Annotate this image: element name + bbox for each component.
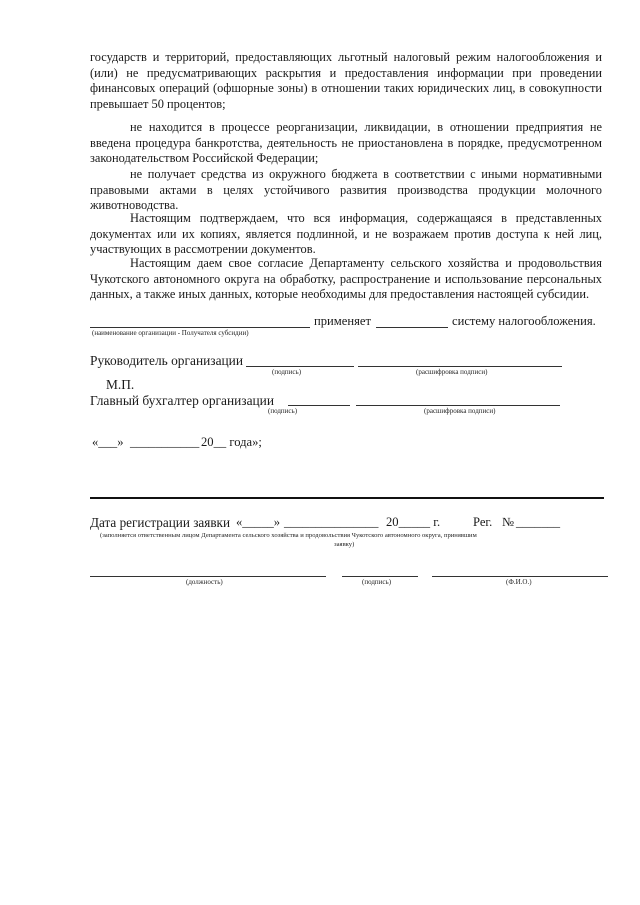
accountant-signature-caption: (подпись)	[268, 407, 298, 415]
officer-name-line[interactable]	[432, 576, 608, 577]
registration-label: Дата регистрации заявки	[90, 515, 231, 530]
head-signature-caption: (подпись)	[272, 368, 302, 376]
accountant-decode-line[interactable]	[356, 405, 560, 406]
head-label: Руководитель организации	[90, 353, 244, 368]
stamp-label: М.П.	[106, 377, 135, 392]
organization-name-caption: (наименование организации - Получателя субсидии)	[92, 329, 249, 337]
registration-reg-label: Рег.	[473, 515, 493, 529]
section-divider	[90, 497, 604, 499]
tax-system-line[interactable]	[376, 327, 448, 328]
date-month[interactable]: ___________	[130, 435, 200, 449]
head-signature-line[interactable]	[246, 366, 354, 367]
officer-position-caption: (должность)	[186, 578, 223, 586]
paragraph-consent: Настоящим даем свое согласие Департаменту сельского хозяйства и продовольствия Чукотского автономного округа на обработку, распространение и использование персональных данных, а также иных данных, которые необходимы для предоставления настоящей субсидии.	[90, 256, 602, 302]
registration-note-line1: (заполняется ответственным лицом Департамента сельского хозяйства и продовольствия Чукотского автономного округа, принявшим	[100, 532, 477, 539]
date-day[interactable]: «___»	[92, 435, 124, 449]
tax-system-label: систему налогообложения.	[452, 314, 596, 328]
officer-name-caption: (Ф.И.О.)	[506, 578, 532, 586]
registration-day[interactable]: «_____»	[236, 515, 281, 529]
registration-number-sign: №	[502, 515, 515, 529]
applies-label: применяет	[314, 314, 371, 328]
paragraph-confirmation: Настоящим подтверждаем, что вся информация, содержащаяся в представленных документах или их копиях, является подлинной, и не возражаем против доступа к ней лиц, участвующих в рассмотрении документов.	[90, 211, 602, 257]
accountant-signature-line[interactable]	[288, 405, 350, 406]
officer-signature-caption: (подпись)	[362, 578, 392, 586]
accountant-decode-caption: (расшифровка подписи)	[424, 407, 496, 415]
organization-name-line[interactable]	[90, 327, 310, 328]
paragraph-offshore: государств и территорий, предоставляющих льготный налоговый режим налогообложения и (или) не предусматривающих раскрытия и предоставления информации при проведении финансовых операций (офшорные зоны) в отношении таких юридических лиц, в совокупности превышает 50 процентов;	[90, 50, 602, 111]
registration-note-line2: заявку)	[334, 541, 355, 548]
head-decode-caption: (расшифровка подписи)	[416, 368, 488, 376]
date-year[interactable]: 20__ года»;	[201, 435, 262, 449]
officer-position-line[interactable]	[90, 576, 326, 577]
registration-month[interactable]: _______________	[284, 515, 379, 529]
paragraph-budget-funds: не получает средства из окружного бюджета в соответствии с иными нормативными правовыми актами в целях устойчивого развития производства продукции молочного животноводства.	[90, 167, 602, 213]
registration-number[interactable]: _______	[516, 515, 561, 529]
accountant-label: Главный бухгалтер организации	[90, 393, 275, 408]
head-decode-line[interactable]	[358, 366, 562, 367]
paragraph-reorganization: не находится в процессе реорганизации, ликвидации, в отношении предприятия не введена процедура банкротства, деятельность не приостановлена в порядке, предусмотренном законодательством Российской Федерации;	[90, 120, 602, 166]
officer-signature-line[interactable]	[342, 576, 418, 577]
registration-year[interactable]: 20_____ г.	[386, 515, 441, 529]
